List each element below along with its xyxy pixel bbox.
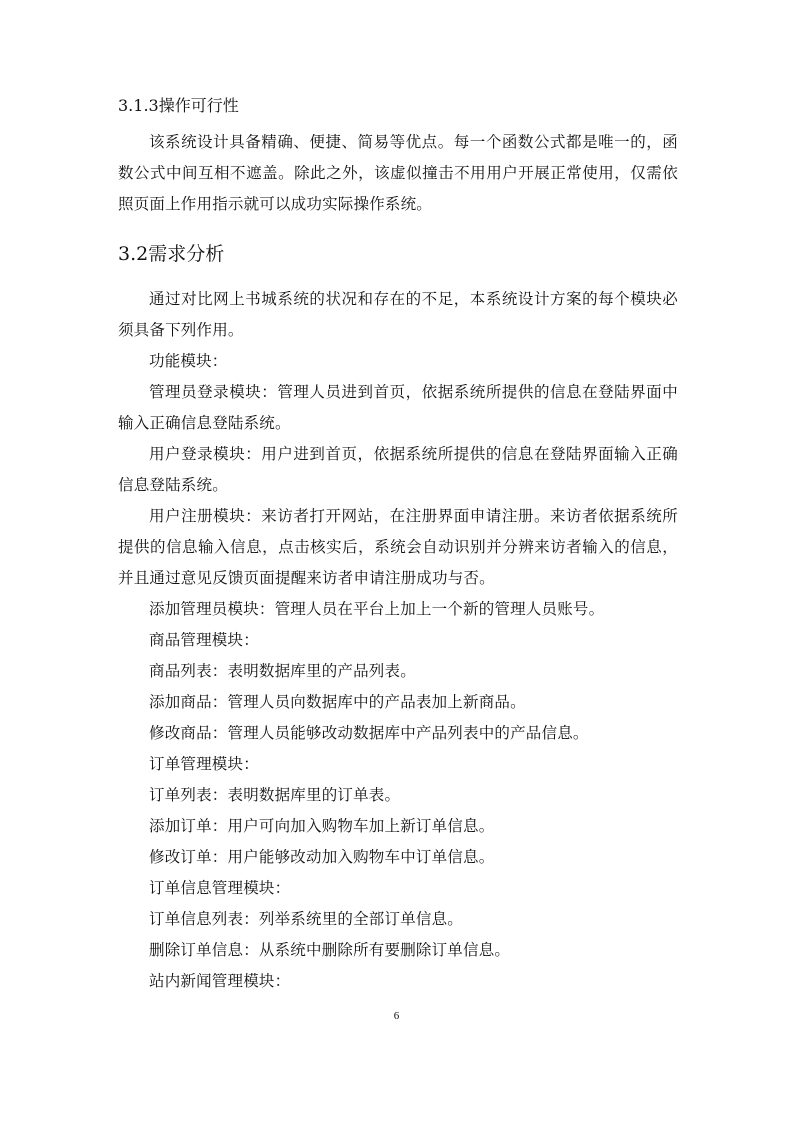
list-item: 站内新闻管理模块： (149, 972, 291, 990)
list-item: 添加管理员模块：管理人员在平台上加上一个新的管理人员账号。 (149, 600, 605, 618)
paragraph-operability: 该系统设计具备精确、便捷、简易等优点。每一个函数公式都是唯一的，函数公式中间互相不遮盖。除此之外，该虚似撞击不用用户开展正常使用，仅需依照页面上作用指示就可以成功实际操作系统。 (118, 133, 678, 213)
list-item: 修改订单：用户能够改动加入购物车中订单信息。 (149, 848, 495, 866)
list-item: 添加订单：用户可向加入购物车加上新订单信息。 (149, 817, 495, 835)
paragraph-user-login: 用户登录模块：用户进到首页，依据系统所提供的信息在登陆界面输入正确信息登陆系统。 (118, 445, 678, 494)
paragraph-requirements-intro: 通过对比网上书城系统的状况和存在的不足，本系统设计方案的每个模块必须具备下列作用。 (118, 290, 678, 339)
list-item: 商品列表：表明数据库里的产品列表。 (149, 662, 416, 680)
paragraph-user-register: 用户注册模块：来访者打开网站，在注册界面申请注册。来访者依据系统所提供的信息输入信息，点击核实后，系统会自动识别并分辨来访者输入的信息，并且通过意见反馈页面提醒来访者申请注册成功与否。 (118, 507, 678, 587)
paragraph-admin-login: 管理员登录模块：管理人员进到首页，依据系统所提供的信息在登陆界面中输入正确信息登陆系统。 (118, 383, 678, 432)
list-item: 商品管理模块： (149, 631, 259, 649)
list-item: 订单管理模块： (149, 755, 259, 773)
list-item: 修改商品：管理人员能够改动数据库中产品列表中的产品信息。 (149, 724, 589, 742)
list-item: 订单信息管理模块： (149, 879, 291, 897)
section-heading-3-1-3: 3.1.3操作可行性 (118, 96, 239, 115)
list-item: 添加商品：管理人员向数据库中的产品表加上新商品。 (149, 693, 526, 711)
section-heading-3-2: 3.2需求分析 (118, 243, 225, 265)
page-number: 6 (393, 1010, 400, 1022)
function-modules-label: 功能模块： (149, 352, 228, 370)
list-item: 删除订单信息：从系统中删除所有要删除订单信息。 (149, 941, 511, 959)
list-item: 订单列表：表明数据库里的订单表。 (149, 786, 401, 804)
list-item: 订单信息列表：列举系统里的全部订单信息。 (149, 910, 464, 928)
